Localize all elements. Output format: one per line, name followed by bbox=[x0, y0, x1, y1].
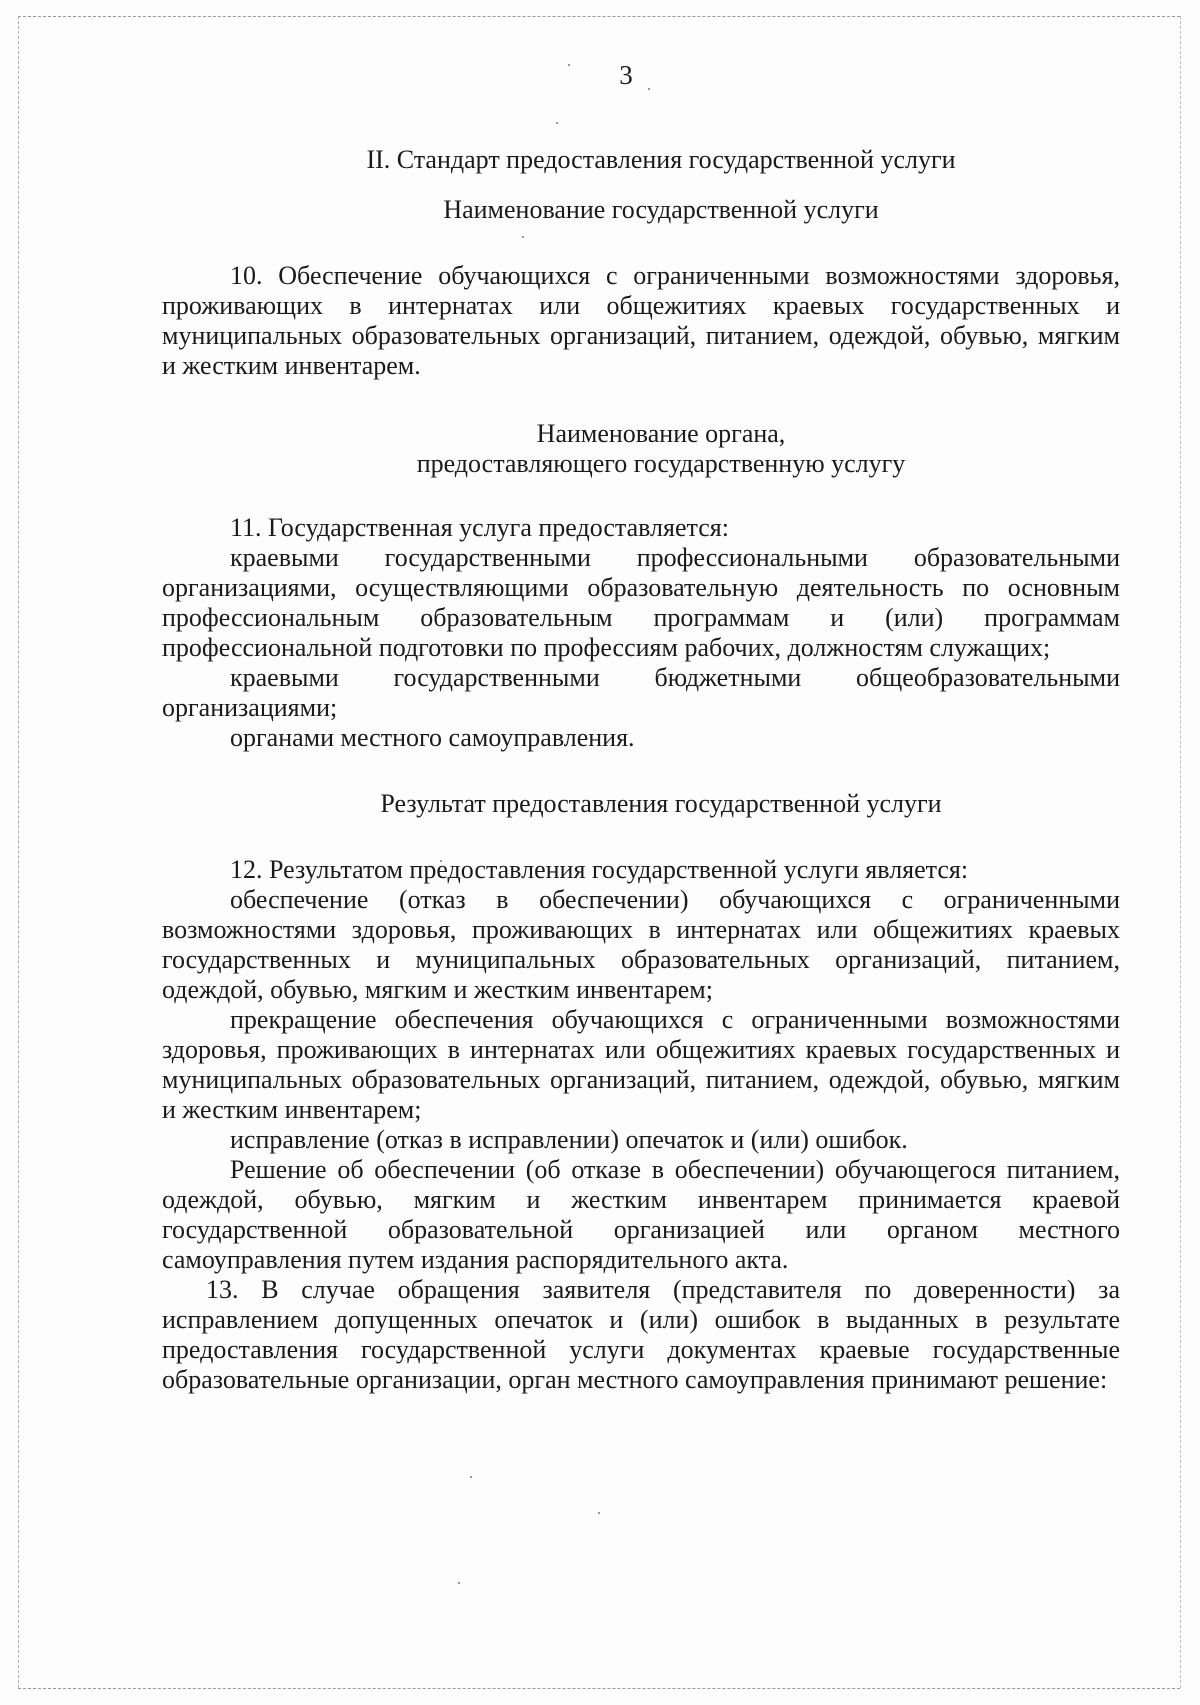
paragraph-12-decision: Решение об обеспечении (об отказе в обеспечении) обучающегося питанием, одеждой, обувью, мягким и жестким инвентарем принимается краевой государственной образовательной организацией или органом местного самоуправления путем издания распорядительного акта. bbox=[162, 1155, 1120, 1274]
paragraph-13: 13. В случае обращения заявителя (представителя по доверенности) за исправлением допущенных опечаток и (или) ошибок в выданных в результате предоставления государственной услуги документах краевые государственные образовательные организации, орган местного самоуправления принимают решение: bbox=[162, 1275, 1120, 1394]
paragraph-12-item-a: обеспечение (отказ в обеспечении) обучающихся с ограниченными возможностями здоровья, проживающих в интернатах или общежитиях краевых государственных и муниципальных образовательных организаций, питанием, одеждой, обувью, мягким и жестким инвентарем; bbox=[162, 885, 1120, 1004]
scan-border-top bbox=[18, 16, 1180, 17]
scan-speck bbox=[556, 122, 558, 124]
heading-service-name: Наименование государственной услуги bbox=[443, 195, 879, 224]
section-title: II. Стандарт предоставления государственной услуги bbox=[366, 145, 956, 174]
paragraph-11-item-b: краевыми государственными бюджетными общеобразовательными организациями; bbox=[162, 663, 1120, 722]
paragraph-11-item-c: органами местного самоуправления. bbox=[230, 723, 635, 752]
document-body bbox=[162, 145, 1120, 1395]
heading-organ-line1: Наименование органа, bbox=[536, 419, 786, 448]
scan-border-left bbox=[18, 16, 19, 1688]
paragraph-11: 11. Государственная услуга предоставляется: bbox=[230, 513, 729, 542]
paragraph-11-item-a: краевыми государственными профессиональными образовательными организациями, осуществляющими образовательную деятельность по основным профессиональным образовательным программам и (или) программам профессиональной подготовки по профессиям рабочих, должностям служащих; bbox=[162, 543, 1120, 662]
paragraph-12: 12. Результатом предоставления государственной услуги является: bbox=[230, 855, 969, 884]
paragraph-10: 10. Обеспечение обучающихся с ограниченными возможностями здоровья, проживающих в интернатах или общежитиях краевых государственных и муниципальных образовательных организаций, питанием, одеждой, обувью, мягким и жестким инвентарем. bbox=[162, 261, 1120, 380]
scan-border-bottom bbox=[18, 1688, 1180, 1689]
page-number: 3 bbox=[619, 60, 633, 90]
scan-speck bbox=[470, 1476, 472, 1478]
heading-organ-line2: предоставляющего государственную услугу bbox=[416, 449, 906, 478]
heading-organ bbox=[162, 419, 1120, 479]
scan-speck bbox=[598, 1512, 600, 1514]
paragraph-12-item-b: прекращение обеспечения обучающихся с ограниченными возможностями здоровья, проживающих в интернатах или общежитиях краевых государственных и муниципальных образовательных организаций, питанием, одеждой, обувью, мягким и жестким инвентарем; bbox=[162, 1005, 1120, 1124]
scan-border-right bbox=[1180, 16, 1181, 1688]
heading-result: Результат предоставления государственной услуги bbox=[380, 789, 942, 818]
scan-speck bbox=[458, 1582, 460, 1584]
paragraph-12-item-c: исправление (отказ в исправлении) опечаток и (или) ошибок. bbox=[230, 1125, 908, 1154]
